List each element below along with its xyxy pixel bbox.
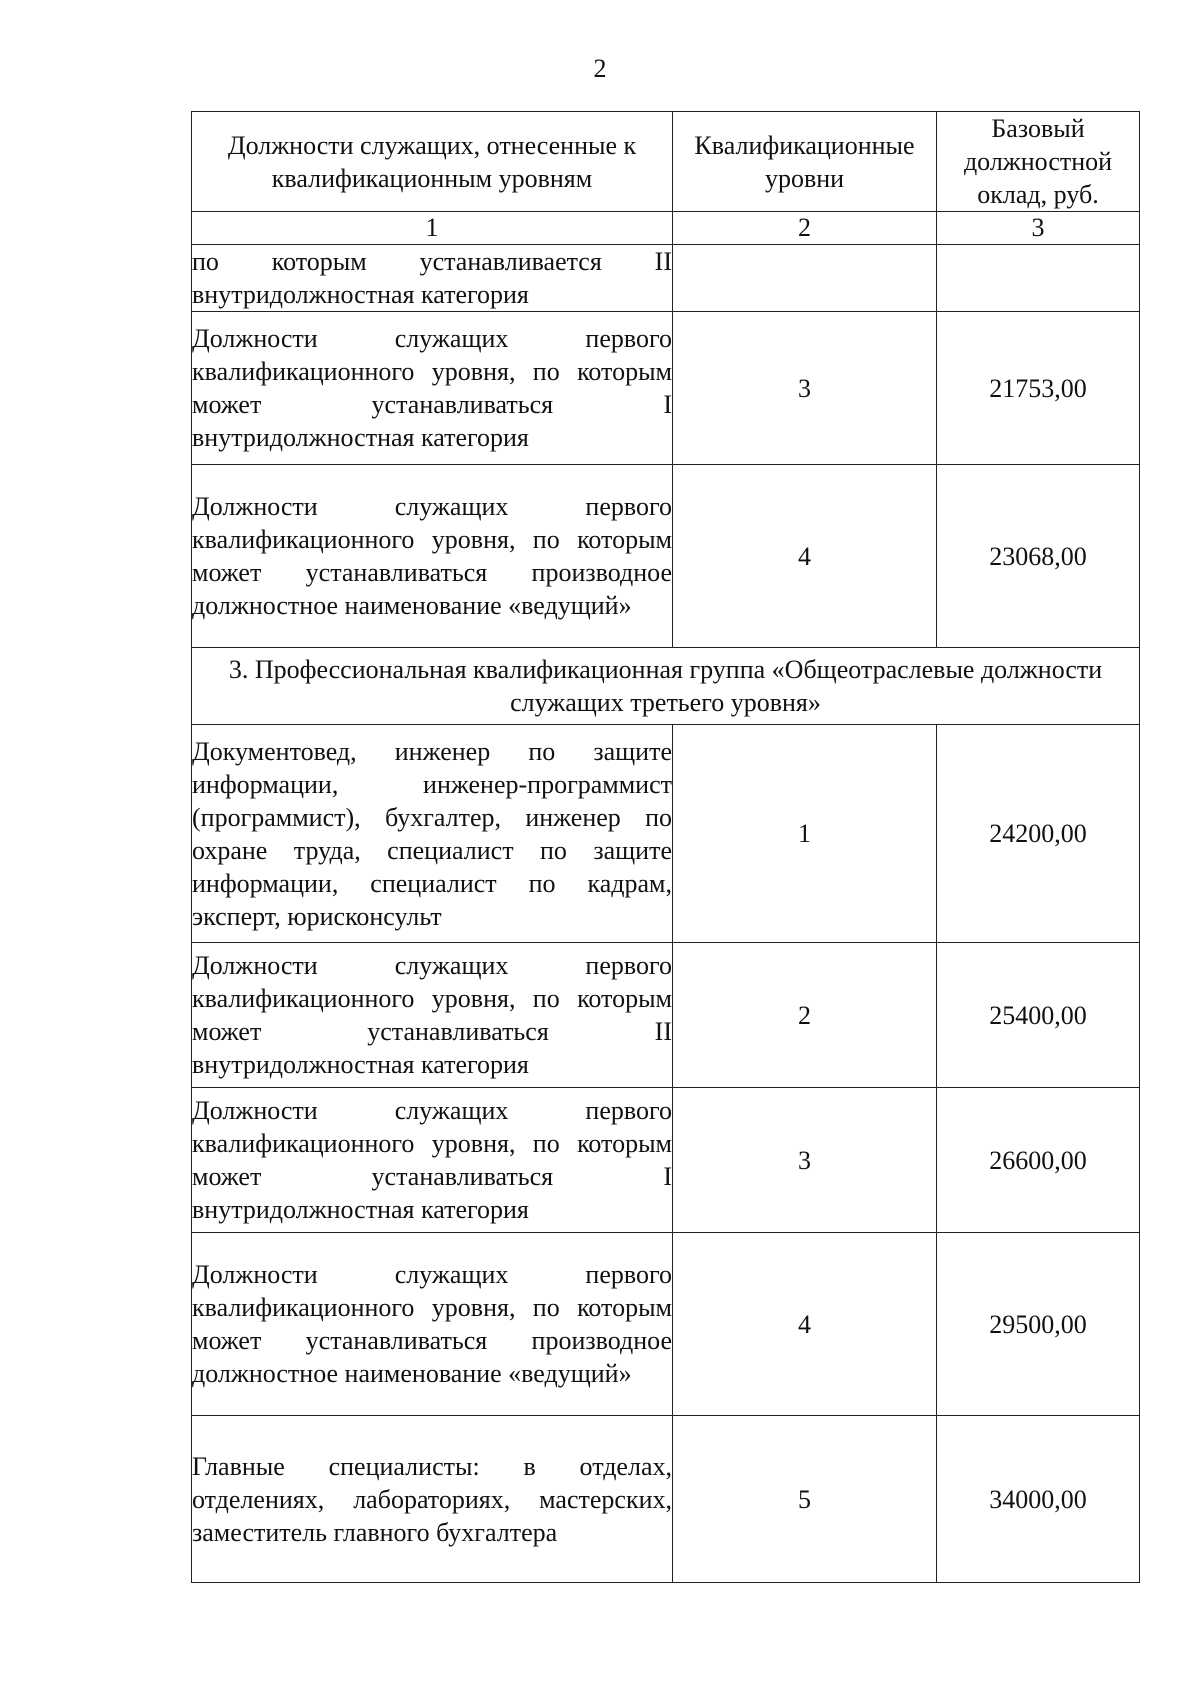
level-cell: 3 [673, 312, 937, 465]
level-cell: 3 [673, 1088, 937, 1233]
page-number: 2 [593, 54, 607, 83]
table-row [192, 1233, 1140, 1416]
level-cell: 4 [673, 465, 937, 648]
header-positions: Должности служащих, отнесенные к квалификационным уровням [192, 112, 673, 212]
position-cell: Должности служащих первого квалификационного уровня, по которым может устанавливаться производное должностное наименование «ведущий» [192, 465, 673, 648]
position-cell: Должности служащих первого квалификационного уровня, по которым может устанавливаться I внутридолжностная категория [192, 1088, 673, 1233]
level-cell: 2 [673, 943, 937, 1088]
header-levels: Квалификационные уровни [673, 112, 937, 212]
position-cell: Главные специалисты: в отделах, отделениях, лабораториях, мастерских, заместитель главного бухгалтера [192, 1416, 673, 1583]
salary-cell: 34000,00 [937, 1416, 1140, 1583]
salary-cell: 23068,00 [937, 465, 1140, 648]
header-base-salary: Базовый должностной оклад, руб. [937, 112, 1140, 212]
salary-cell: 24200,00 [937, 725, 1140, 943]
salary-cell [937, 245, 1140, 312]
table-row [192, 725, 1140, 943]
level-cell: 4 [673, 1233, 937, 1416]
column-number: 2 [673, 212, 937, 245]
salary-table [191, 111, 1140, 1583]
position-cell: по которым устанавливается II внутридолжностная категория [192, 245, 673, 312]
table-row [192, 1416, 1140, 1583]
table-header-row [192, 112, 1140, 212]
group-title: 3. Профессиональная квалификационная группа «Общеотраслевые должности служащих третьего уровня» [192, 648, 1140, 725]
column-number-row [192, 212, 1140, 245]
salary-cell: 26600,00 [937, 1088, 1140, 1233]
level-cell [673, 245, 937, 312]
table-row [192, 465, 1140, 648]
position-cell: Должности служащих первого квалификационного уровня, по которым может устанавливаться производное должностное наименование «ведущий» [192, 1233, 673, 1416]
salary-cell: 21753,00 [937, 312, 1140, 465]
table-row [192, 1088, 1140, 1233]
level-cell: 1 [673, 725, 937, 943]
position-cell: Должности служащих первого квалификационного уровня, по которым может устанавливаться I внутридолжностная категория [192, 312, 673, 465]
table-row [192, 245, 1140, 312]
position-cell: Документовед, инженер по защите информации, инженер-программист (программист), бухгалтер, инженер по охране труда, специалист по защите информации, специалист по кадрам, эксперт, юрисконсульт [192, 725, 673, 943]
salary-cell: 29500,00 [937, 1233, 1140, 1416]
group-title-row [192, 648, 1140, 725]
column-number: 3 [937, 212, 1140, 245]
salary-cell: 25400,00 [937, 943, 1140, 1088]
position-cell: Должности служащих первого квалификационного уровня, по которым может устанавливаться II внутридолжностная категория [192, 943, 673, 1088]
table-row [192, 312, 1140, 465]
table-row [192, 943, 1140, 1088]
column-number: 1 [192, 212, 673, 245]
level-cell: 5 [673, 1416, 937, 1583]
